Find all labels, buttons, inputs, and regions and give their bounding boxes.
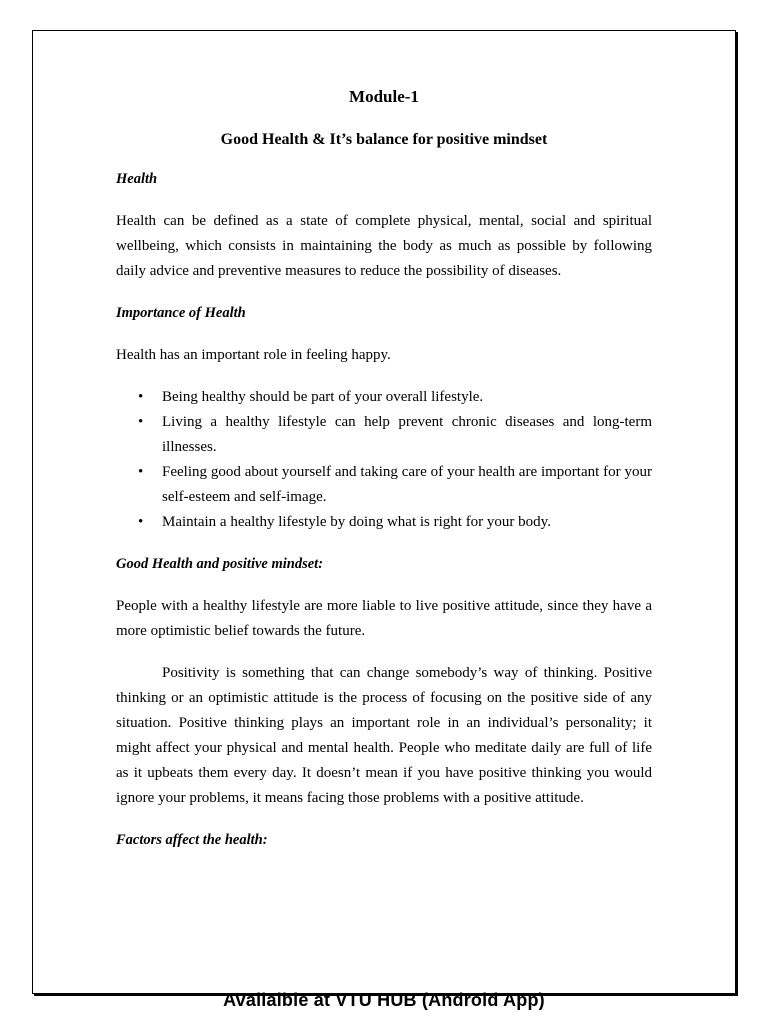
bullet-text: Living a healthy lifestyle can help prevent chronic diseases and long-term illnesses.	[162, 414, 652, 455]
health-paragraph: Health can be defined as a state of complete physical, mental, social and spiritual wellbeing, which consists in maintaining the body as much as possible by following daily advice and preventive measures to reduce the possibility of diseases.	[116, 213, 652, 279]
bullet-icon: •	[138, 414, 144, 430]
health-heading: Health	[116, 171, 158, 187]
module-title: Module-1	[349, 87, 419, 106]
mindset-heading: Good Health and positive mindset:	[116, 556, 324, 572]
list-item	[116, 460, 652, 510]
importance-bullet-list	[116, 385, 652, 535]
footer-availability-text: Availaible at VTU HUB (Android App)	[223, 990, 545, 1010]
list-item	[116, 410, 652, 460]
factors-heading: Factors affect the health:	[116, 832, 268, 848]
document-title: Good Health & It’s balance for positive mindset	[220, 131, 548, 148]
bullet-icon: •	[138, 464, 144, 480]
list-item	[116, 510, 652, 535]
importance-intro: Health has an important role in feeling happy.	[116, 347, 391, 363]
bullet-text: Feeling good about yourself and taking care of your health are important for your self-esteem and self-image.	[162, 464, 652, 505]
bullet-icon: •	[138, 389, 144, 405]
importance-heading: Importance of Health	[116, 305, 246, 321]
bullet-text: Being healthy should be part of your overall lifestyle.	[162, 389, 484, 405]
document-body	[116, 84, 652, 850]
bullet-text: Maintain a healthy lifestyle by doing what is right for your body.	[162, 514, 551, 530]
mindset-paragraph-1: People with a healthy lifestyle are more liable to live positive attitude, since they have a more optimistic belief towards the future.	[116, 598, 652, 639]
list-item	[116, 385, 652, 410]
mindset-paragraph-2: Positivity is something that can change somebody’s way of thinking. Positive thinking or an optimistic attitude is the process of focusing on the positive side of any situation. Positive thinking plays an important role in an individual’s personality; it might affect your physical and mental health. People who meditate daily are full of life as it upbeats them every day. It doesn’t mean if you have positive thinking you would ignore your problems, it means facing those problems with a positive attitude.	[116, 665, 652, 806]
bullet-icon: •	[138, 514, 144, 530]
